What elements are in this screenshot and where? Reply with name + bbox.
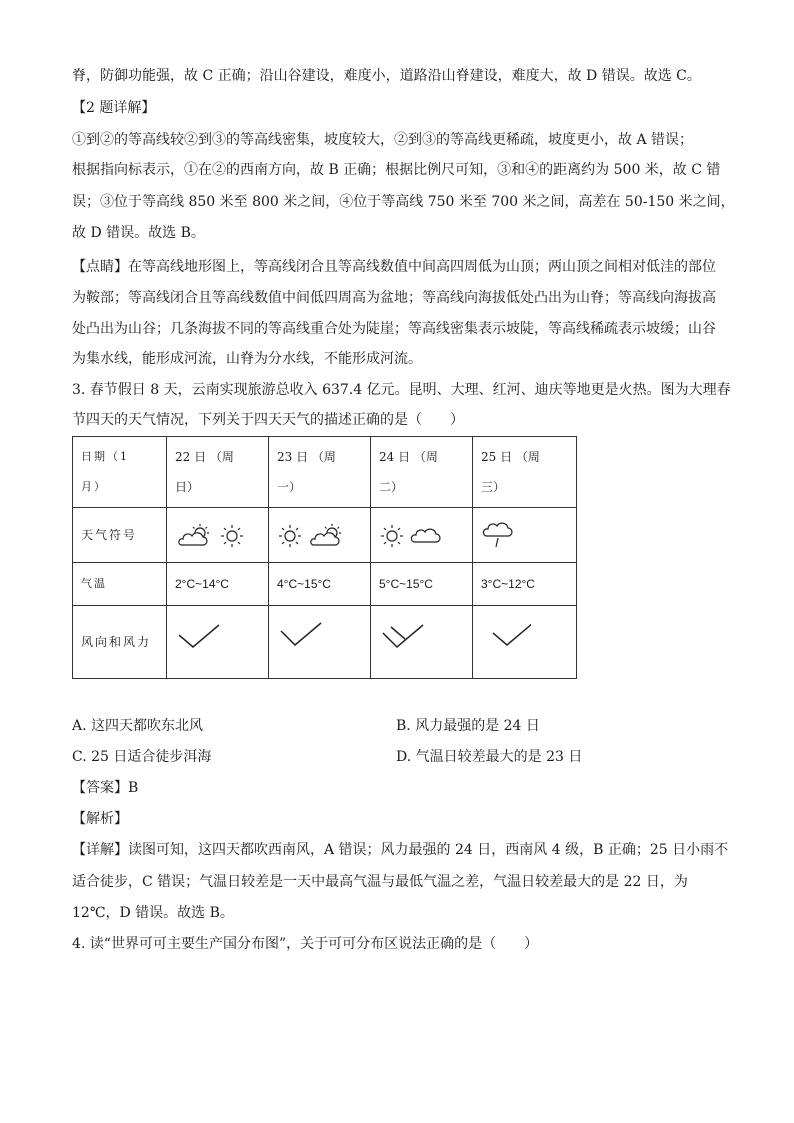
sunny-icon (277, 523, 303, 549)
table-row (73, 563, 577, 606)
answer-line: 【答案】B (72, 780, 139, 796)
temperature-cell: 5°C~15°C (371, 563, 473, 606)
text-line: 12℃，D 错误。故选 B。 (72, 905, 234, 921)
partly-cloudy-icon (175, 523, 215, 549)
header-label: 月） (81, 480, 107, 493)
cloudy-icon (409, 523, 443, 549)
text-line: 适合徒步，C 错误；气温日较差是一天中最高气温与最低气温之差，气温日较差最大的是 22 日，为 (72, 874, 688, 890)
wind-barb-icon (277, 619, 327, 655)
question-3-line: 3. 春节假日 8 天，云南实现旅游总收入 637.4 亿元。昆明、大理、红河、迪庆等地更是火热。图为大理春 (72, 382, 731, 398)
date-cell (473, 437, 577, 508)
text-line: ①到②的等高线较②到③的等高线密集，坡度较大，②到③的等高线更稀疏，坡度更小，故 A 错误； (72, 132, 694, 148)
weather-table (72, 436, 577, 679)
text-line: 为鞍部；等高线闭合且等高线数值中间低四周高为盆地；等高线向海拔低处凸出为山脊；等高线向海拔高 (72, 290, 716, 306)
text-line: 为集水线，能形成河流，山脊为分水线，不能形成河流。 (72, 351, 422, 367)
wind-cell (269, 606, 371, 679)
text-line: 【详解】读图可知，这四天都吹西南风，A 错误；风力最强的 24 日，西南风 4 级，B 正确；25 日小雨不 (72, 842, 729, 858)
table-row (73, 508, 577, 563)
question-3-line: 节四天的天气情况，下列关于四天天气的描述正确的是（ ） (72, 412, 464, 428)
section-heading: 【2 题详解】 (72, 100, 156, 116)
weekday-label: 三） (481, 480, 506, 494)
date-header-cell (73, 437, 167, 508)
date-cell (269, 437, 371, 508)
symbol-cell (167, 508, 269, 563)
choice-a: A. 这四天都吹东北风 (72, 718, 204, 734)
choice-b: B. 风力最强的是 24 日 (396, 718, 540, 734)
text-line: 处凸出为山谷；几条海拔不同的等高线重合处为陡崖；等高线密集表示坡陡，等高线稀疏表示坡缓；山谷 (72, 321, 716, 337)
analysis-heading: 【解析】 (72, 811, 128, 827)
symbol-cell (473, 508, 577, 563)
table-row (73, 437, 577, 508)
wind-barb-icon (175, 619, 225, 655)
date-label: 24 日 （周 (379, 450, 438, 464)
date-label: 25 日 （周 (481, 450, 540, 464)
temperature-cell: 3°C~12°C (473, 563, 577, 606)
sunny-icon (219, 523, 245, 549)
date-cell (167, 437, 269, 508)
symbol-cell (269, 508, 371, 563)
text-line: 脊，防御功能强，故 C 正确；沿山谷建设，难度小，道路沿山脊建设，难度大，故 D 错误。故选 C。 (72, 68, 701, 84)
weekday-label: 二） (379, 480, 404, 494)
weekday-label: 日） (175, 480, 200, 494)
text-line: 【点睛】在等高线地形图上，等高线闭合且等高线数值中间高四周低为山顶；两山顶之间相对低洼的部位 (72, 259, 716, 275)
choice-d: D. 气温日较差最大的是 23 日 (396, 749, 583, 765)
wind-cell (167, 606, 269, 679)
wind-barb-icon (481, 619, 531, 655)
temperature-cell: 2°C~14°C (167, 563, 269, 606)
light-rain-icon (481, 520, 515, 550)
row-label: 天气符号 (73, 508, 167, 563)
text-line: 故 D 错误。故选 B。 (72, 225, 205, 241)
wind-barb-icon (379, 619, 429, 655)
choice-c: C. 25 日适合徒步洱海 (72, 749, 212, 765)
symbol-cell (371, 508, 473, 563)
weekday-label: 一） (277, 480, 302, 494)
text-line: 误；③位于等高线 850 米至 800 米之间，④位于等高线 750 米至 700 米之间，高差在 50-150 米之间， (72, 194, 735, 210)
temperature-cell: 4°C~15°C (269, 563, 371, 606)
wind-cell (473, 606, 577, 679)
date-label: 22 日 （周 (175, 450, 234, 464)
date-label: 23 日 （周 (277, 450, 336, 464)
table-row (73, 606, 577, 679)
partly-cloudy-icon (307, 523, 347, 549)
wind-cell (371, 606, 473, 679)
row-label: 风向和风力 (73, 606, 167, 679)
sunny-icon (379, 523, 405, 549)
question-4-line: 4. 读“世界可可主要生产国分布图”，关于可可分布区说法正确的是（ ） (72, 936, 539, 952)
row-label: 气温 (73, 563, 167, 606)
text-line: 根据指向标表示，①在②的西南方向，故 B 正确；根据比例尺可知，③和④的距离约为 500 米，故 C 错 (72, 162, 721, 178)
date-cell (371, 437, 473, 508)
header-label: 日期（1 (81, 450, 129, 463)
